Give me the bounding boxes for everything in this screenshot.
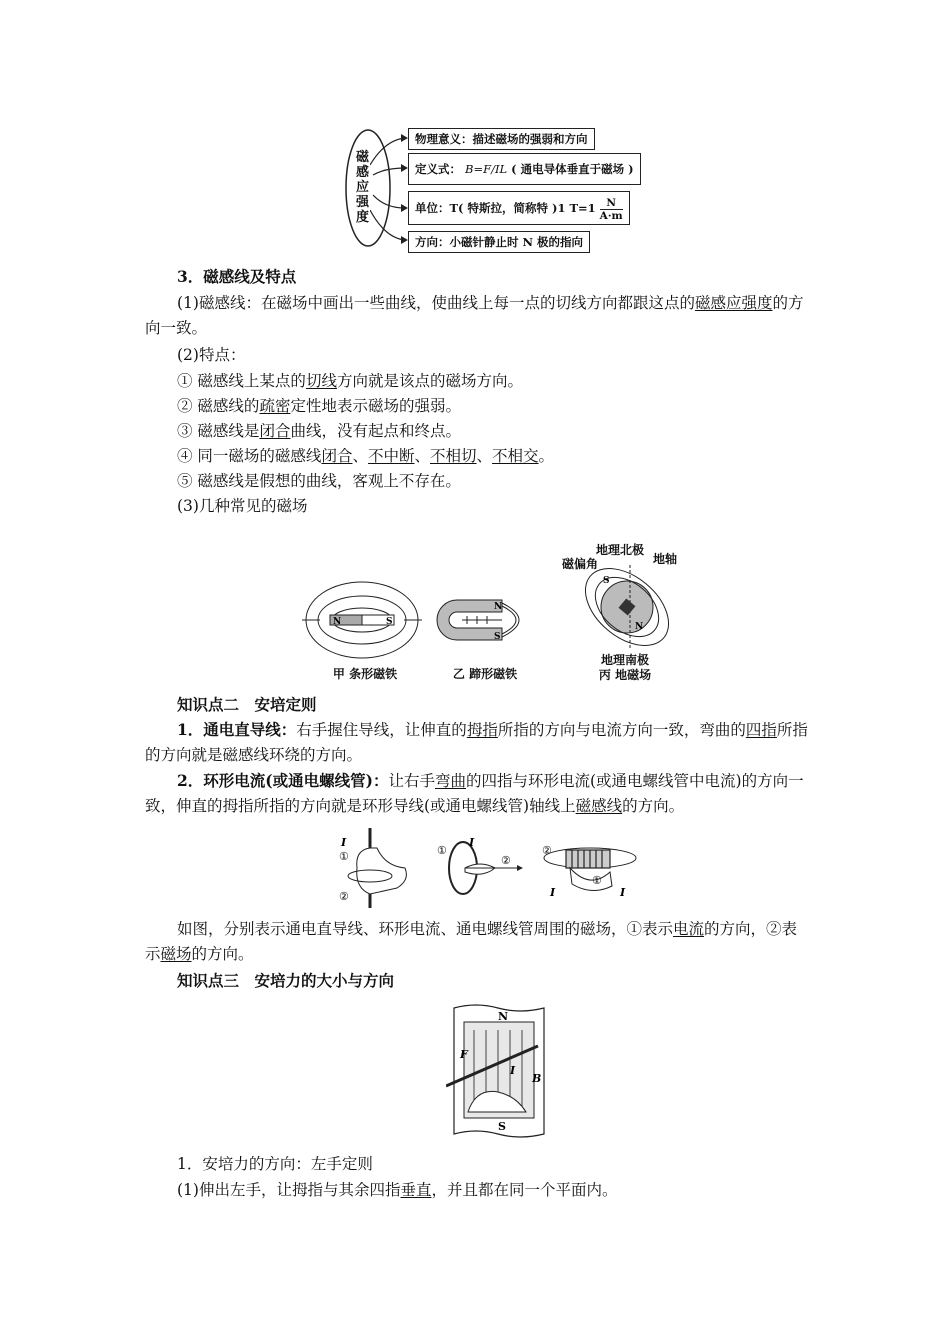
k2-p2-b: 的四指与环形电流(或通电螺线管中电流)的方向一致，伸直的拇指所指的方向就是环形导线(或通电螺线管)轴线上 (145, 772, 804, 815)
horseshoe-N-label: N (494, 602, 503, 612)
i1-a: ① 磁感线上某点的 (177, 372, 306, 390)
section3-item3 (145, 419, 810, 444)
ring-current-hand-figure (435, 832, 525, 902)
earth-caption-2: 丙 地磁场 (598, 668, 652, 682)
wire-mark2: ② (339, 890, 349, 903)
left-hand-rule-figure (446, 1000, 556, 1142)
k2-p2-u2: 磁感线 (575, 797, 623, 815)
section3-p1 (145, 291, 810, 341)
k3-p2 (145, 1178, 810, 1203)
earth-N-label: N (635, 622, 644, 632)
concept-direction: 方向：小磁针静止时 N 极的指向 (408, 231, 590, 253)
earth-north-pole-label: 地理北极 (595, 543, 644, 557)
i2-u: 疏密 (259, 397, 291, 415)
section3-p3: (3)几种常见的磁场 (177, 497, 308, 515)
horseshoe-caption: 乙 蹄形磁铁 (452, 667, 518, 681)
k2-p1-c: 所指的方向就是磁感线环绕的方向。 (145, 721, 808, 764)
ring-mark1: ① (437, 844, 447, 857)
k2-p2-a: 让右手 (388, 772, 435, 790)
earth-axis-label: 地轴 (652, 552, 677, 566)
i4-u4: 不相交 (492, 447, 539, 465)
wire-mark1: ① (339, 850, 349, 863)
s3p1-a: (1)磁感线：在磁场中画出一些曲线，使曲线上每一点的切线方向都跟这点的 (177, 294, 695, 312)
k3-fig-N: N (498, 1010, 509, 1023)
k3-p2-b: ，并且都在同一个平面内。 (431, 1181, 618, 1199)
k2-p2-u1: 弯曲 (434, 772, 466, 790)
concept-unit (408, 191, 630, 225)
k2-heading: 知识点二 安培定则 (177, 695, 317, 714)
concept-map-center: 磁感应强度 (356, 150, 370, 225)
i3-a: ③ 磁感线是 (177, 422, 260, 440)
k3-fig-B: B (532, 1072, 542, 1085)
i2-b: 定性地表示磁场的强弱。 (290, 397, 461, 415)
k2-p2-c: 的方向。 (622, 797, 685, 815)
solenoid-mark2: ② (542, 844, 552, 857)
k3-fig-F: F (460, 1048, 468, 1061)
earth-S-label: S (603, 576, 610, 586)
i1-b: 方向就是该点的磁场方向。 (336, 372, 523, 390)
solenoid-I-right: I (620, 886, 626, 899)
concept-meaning: 物理意义：描述磁场的强弱和方向 (408, 128, 595, 150)
i3-u: 闭合 (259, 422, 291, 440)
unit-denominator: A·m (599, 209, 623, 222)
earth-field-figure (575, 565, 685, 650)
k2-p1-b: 所指的方向与电流方向一致，弯曲的 (497, 721, 746, 739)
k3-p2-u: 垂直 (400, 1181, 432, 1199)
k3-heading: 知识点三 安培力的大小与方向 (177, 971, 395, 990)
i3-b: 曲线，没有起点和终点。 (290, 422, 461, 440)
straight-wire-hand-figure (335, 828, 420, 908)
s3p1-u: 磁感应强度 (694, 294, 773, 312)
horseshoe-S-label: S (494, 632, 501, 642)
ring-I-label: I (469, 836, 475, 849)
k2-p3 (145, 917, 810, 967)
definition-prefix: 定义式： (415, 162, 461, 176)
bar-N-label: N (333, 617, 342, 627)
bar-magnet-figure (300, 576, 425, 666)
unit-numerator: N (600, 197, 623, 210)
section3-p2: (2)特点： (177, 346, 246, 364)
i4-u2: 不中断 (367, 447, 415, 465)
bar-S-label: S (386, 617, 393, 627)
solenoid-hand-figure (540, 832, 640, 902)
bar-caption: 甲 条形磁铁 (332, 667, 398, 681)
k3-fig-I: I (510, 1064, 516, 1077)
i4-a: ④ 同一磁场的磁感线 (177, 447, 322, 465)
wire-I-label: I (341, 836, 347, 849)
k2-p3-u2: 磁场 (160, 945, 192, 963)
k2-p1-a: 右手握住导线，让伸直的 (296, 721, 467, 739)
solenoid-I-left: I (550, 886, 556, 899)
unit-fraction (600, 197, 623, 222)
section3-item4: ④ 同一磁场的磁感线闭合、不中断、不相切、不相交。 (177, 447, 555, 465)
k2-p1 (145, 717, 810, 768)
earth-declination-label: 磁偏角 (561, 557, 598, 571)
k2-p2 (145, 768, 810, 819)
section3-heading: 3．磁感线及特点 (177, 267, 297, 286)
section3-item1 (145, 369, 810, 394)
k2-p3-c: 的方向。 (191, 945, 254, 963)
horseshoe-magnet-figure (432, 576, 537, 666)
k3-p1: 1．安培力的方向：左手定则 (177, 1155, 373, 1173)
k2-p3-a: 如图，分别表示通电直导线、环形电流、通电螺线管周围的磁场，①表示 (177, 920, 674, 938)
k2-p1-u1: 拇指 (466, 721, 498, 739)
i1-u: 切线 (305, 372, 337, 390)
ring-mark2: ② (501, 854, 511, 867)
section3-item2 (145, 394, 810, 419)
earth-caption-1: 地理南极 (600, 653, 649, 667)
s3p1-b: 的方向一致。 (145, 294, 804, 337)
concept-definition (408, 153, 641, 185)
i2-a: ② 磁感线的 (177, 397, 260, 415)
section3-item5: ⑤ 磁感线是假想的曲线，客观上不存在。 (177, 472, 461, 490)
k2-p3-b: 的方向，②表示 (145, 920, 798, 963)
k2-p1-u2: 四指 (745, 721, 777, 739)
i4-u1: 闭合 (321, 447, 353, 465)
solenoid-mark1: ① (592, 874, 602, 887)
definition-formula: B=F/IL (465, 162, 508, 176)
i4-u3: 不相切 (430, 447, 477, 465)
k2-p2-label: 2．环形电流(或通电螺线管)： (177, 771, 389, 790)
definition-note: ( 通电导体垂直于磁场 ) (511, 162, 634, 176)
k2-p1-label: 1．通电直导线： (177, 720, 297, 739)
k2-p3-u1: 电流 (673, 920, 705, 938)
k3-fig-S: S (498, 1120, 506, 1133)
unit-text: 单位：T( 特斯拉，简称特 )1 T=1 (415, 201, 596, 215)
k3-p2-a: (1)伸出左手，让拇指与其余四指 (177, 1181, 401, 1199)
